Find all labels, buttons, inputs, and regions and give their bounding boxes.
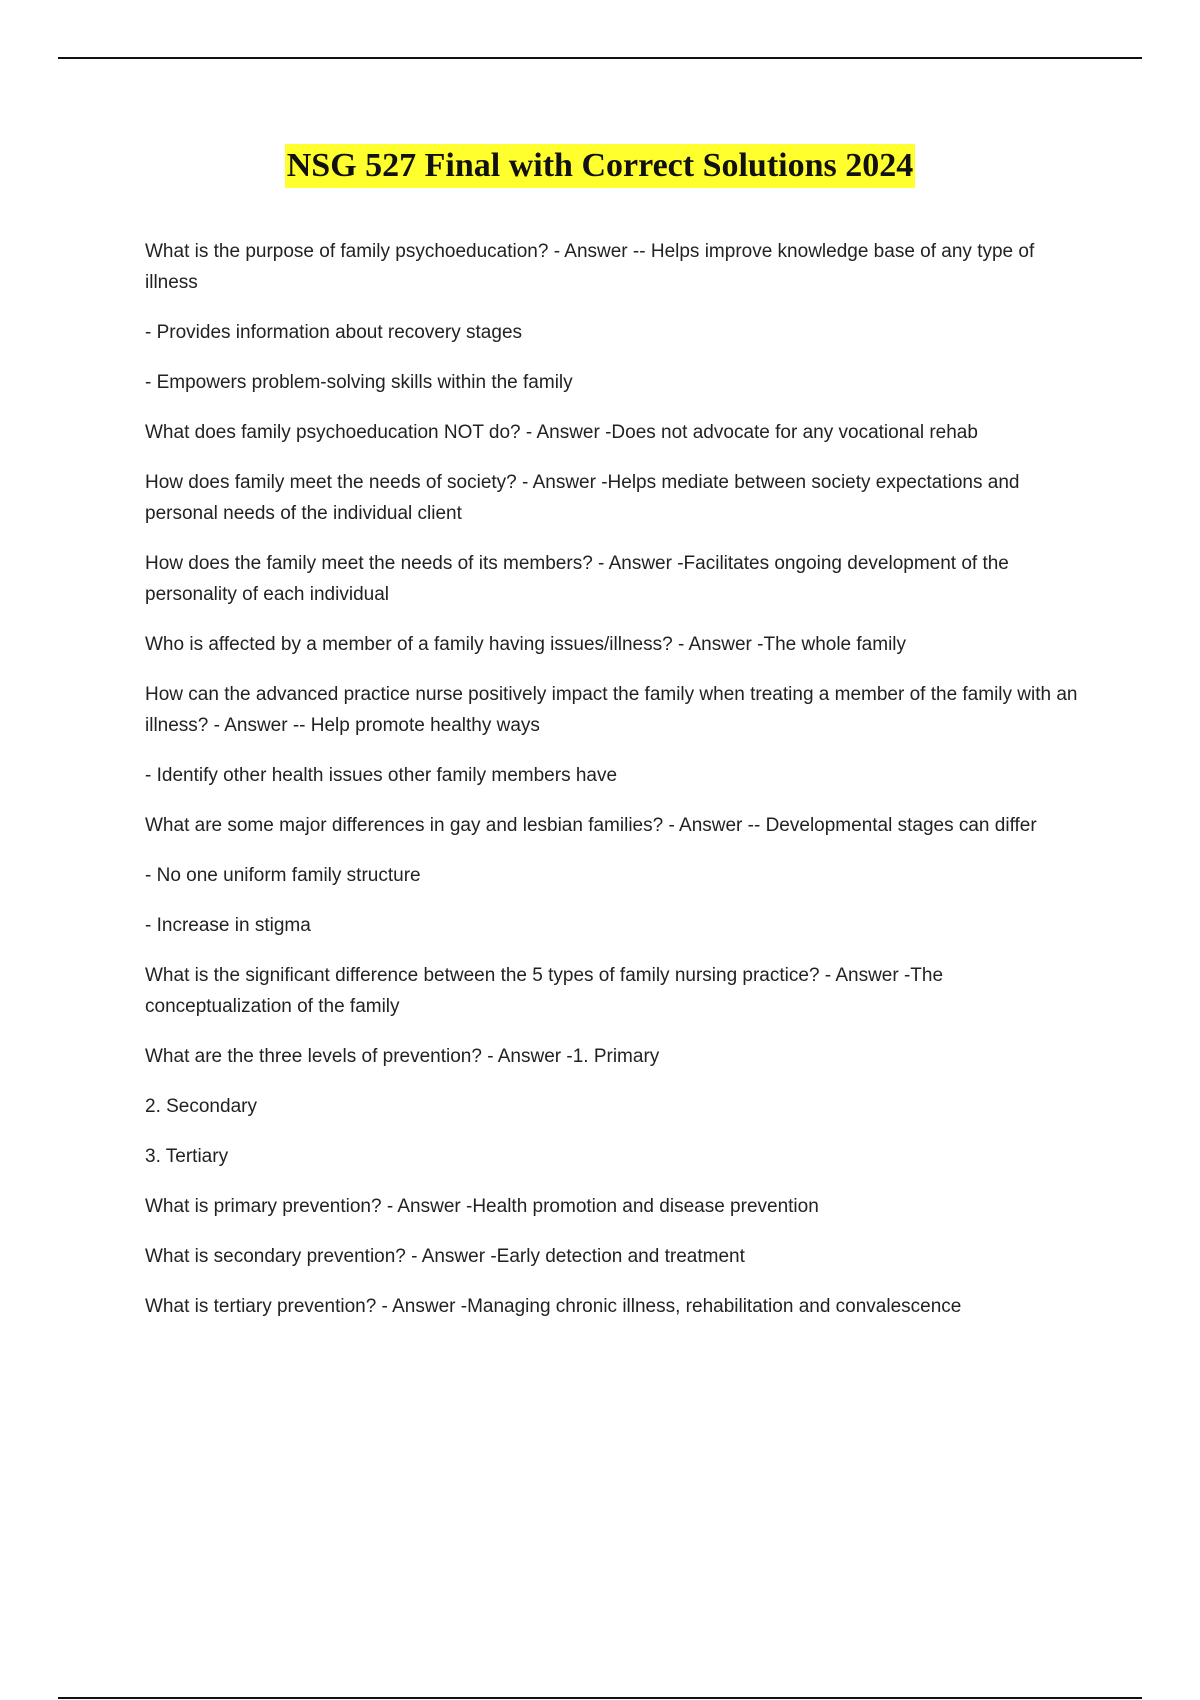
paragraph: What does family psychoeducation NOT do? - Answer -Does not advocate for any vocational rehab — [145, 422, 978, 443]
paragraph: How can the advanced practice nurse positively impact the family when treating a member of the family with an illness? - Answer -- Help promote healthy ways — [145, 684, 1078, 736]
paragraph: 2. Secondary — [145, 1096, 257, 1117]
paragraph: What are the three levels of prevention? - Answer -1. Primary — [145, 1046, 660, 1067]
document-title: NSG 527 Final with Correct Solutions 2024 — [285, 144, 916, 188]
paragraph: What is primary prevention? - Answer -Health promotion and disease prevention — [145, 1196, 819, 1217]
paragraph: What is tertiary prevention? - Answer -Managing chronic illness, rehabilitation and convalescence — [145, 1296, 962, 1317]
top-rule — [58, 57, 1142, 59]
title-container — [0, 144, 1200, 188]
paragraph: What is the purpose of family psychoeducation? - Answer -- Helps improve knowledge base of any type of illness — [145, 241, 1035, 293]
document-body — [145, 236, 1090, 1341]
paragraph: How does family meet the needs of society? - Answer -Helps mediate between society expectations and personal needs of the individual client — [145, 472, 1020, 524]
paragraph: 3. Tertiary — [145, 1146, 229, 1167]
paragraph: - Provides information about recovery stages — [145, 322, 523, 343]
paragraph: What is secondary prevention? - Answer -Early detection and treatment — [145, 1246, 745, 1267]
paragraph: - No one uniform family structure — [145, 865, 421, 886]
paragraph: - Increase in stigma — [145, 915, 311, 936]
paragraph: - Identify other health issues other family members have — [145, 765, 618, 786]
paragraph: What are some major differences in gay and lesbian families? - Answer -- Developmental stages can differ — [145, 815, 1037, 836]
paragraph: - Empowers problem-solving skills within the family — [145, 372, 573, 393]
paragraph: How does the family meet the needs of its members? - Answer -Facilitates ongoing development of the personality of each individual — [145, 553, 1009, 605]
paragraph: What is the significant difference between the 5 types of family nursing practice? - Answer -The conceptualization of the family — [145, 965, 944, 1017]
paragraph: Who is affected by a member of a family having issues/illness? - Answer -The whole family — [145, 634, 907, 655]
bottom-rule — [58, 1697, 1142, 1699]
